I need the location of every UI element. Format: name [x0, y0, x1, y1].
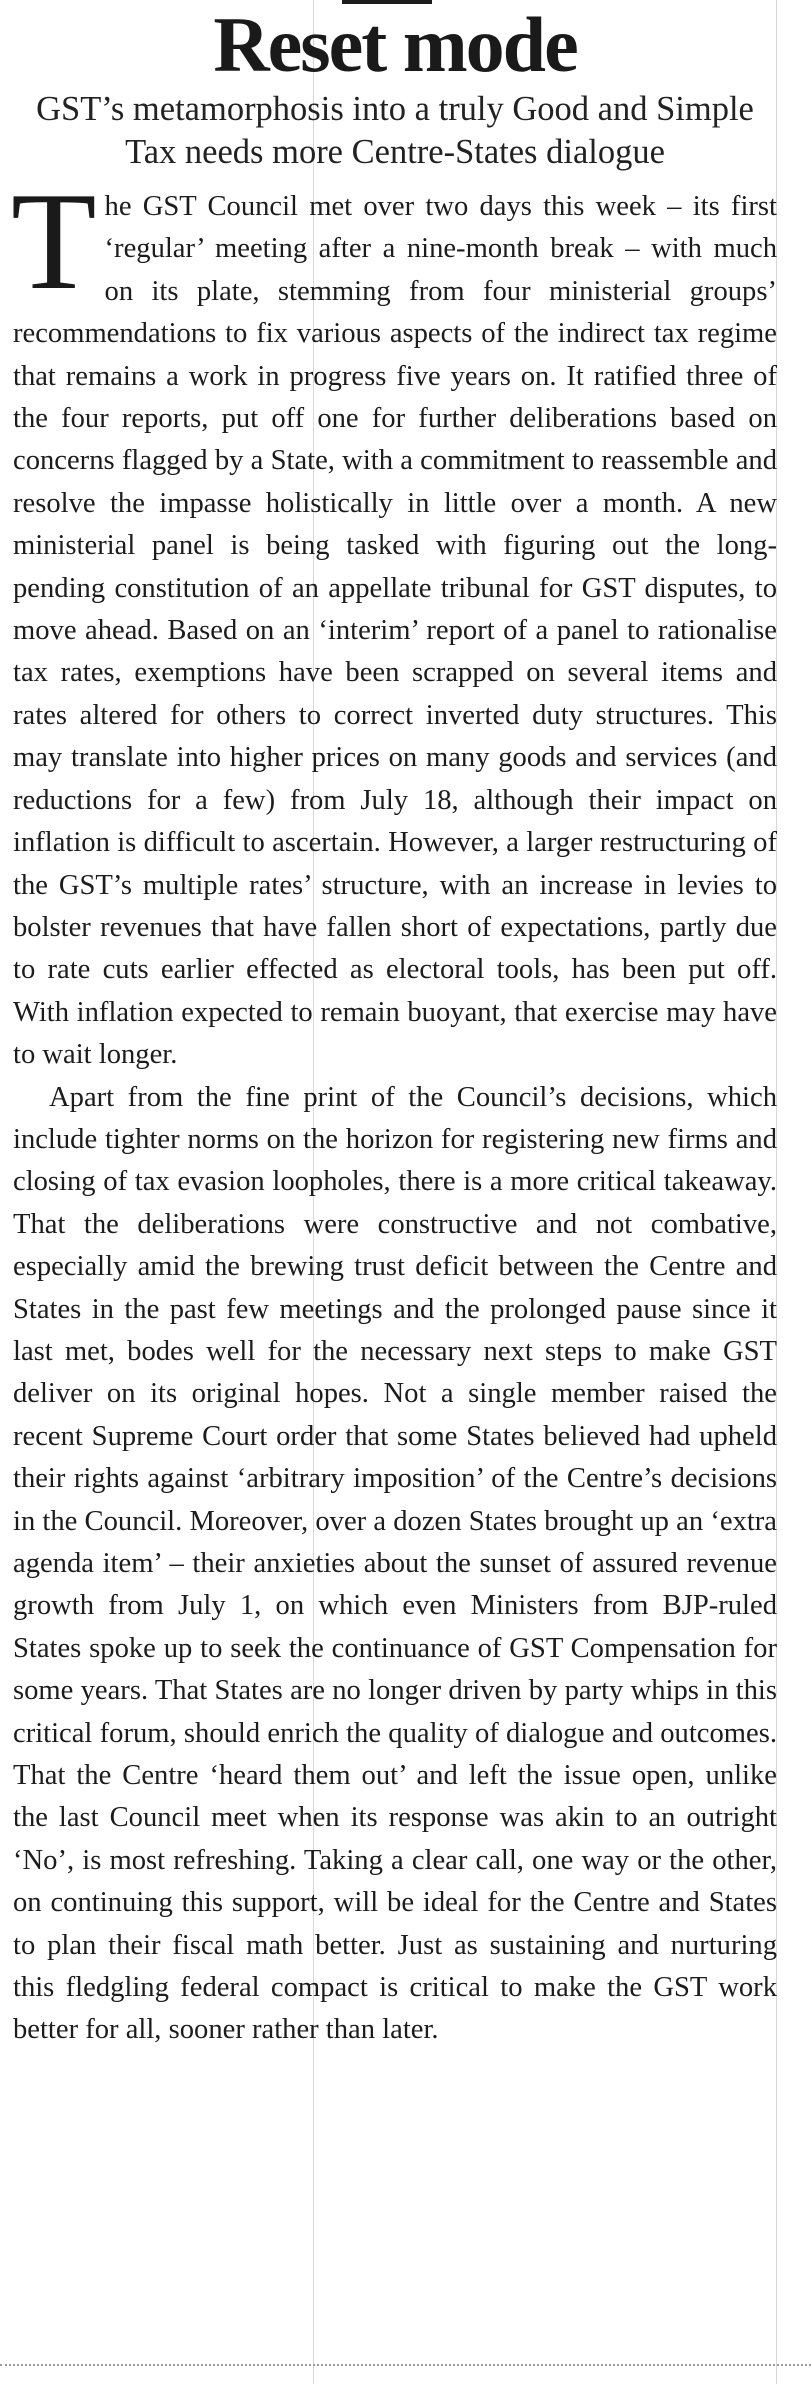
paragraph-1-text: he GST Council met over two days this week – its first ‘regular’ meeting after a nine-month break – with much on its plate, stemming from four ministerial groups’ recommendations to fix various aspects of the indirect tax regime that remains a work in progress five years on. It ratified three of the four reports, put off one for further deliberations based on concerns flagged by a State, with a commitment to reassemble and resolve the impasse holistically in little over a month. A new ministerial panel is being tasked with figuring out the long-pending constitution of an appellate tribunal for GST disputes, to move ahead. Based on an ‘interim’ report of a panel to rationalise tax rates, exemptions have been scrapped on several items and rates altered for others to correct inverted duty structures. This may translate into higher prices on many goods and services (and reductions for a few) from July 18, although their impact on inflation is difficult to ascertain. However, a larger restructuring of the GST’s multiple rates’ structure, with an increase in levies to bolster revenues that have fallen short of expectations, partly due to rate cuts earlier effected as electoral tools, has been put off. With inflation expected to remain buoyant, that exercise may have to wait longer. [13, 191, 777, 1071]
drop-cap: T [11, 164, 97, 319]
standfirst: GST’s metamorphosis into a truly Good and Simple Tax needs more Centre-States dialogue [36, 90, 754, 171]
editorial-article [13, 0, 777, 2052]
headline: Reset mode [213, 1, 577, 88]
paragraph-1 [11, 164, 777, 1077]
paragraph-2: Apart from the fine print of the Council’s decisions, which include tighter norms on the horizon for registering new firms and closing of tax evasion loopholes, there is a more critical takeaway. That the deliberations were constructive and not combative, especially amid the brewing trust deficit between the Centre and States in the past few meetings and the prolonged pause since it last met, bodes well for the necessary next steps to make GST deliver on its original hopes. Not a single member raised the recent Supreme Court order that some States believed had upheld their rights against ‘arbitrary imposition’ of the Centre’s decisions in the Council. Moreover, over a dozen States brought up an ‘extra agenda item’ – their anxieties about the sunset of assured revenue growth from July 1, on which even Ministers from BJP-ruled States spoke up to seek the continuance of GST Compensation for some years. That States are no longer driven by party whips in this critical forum, should enrich the quality of dialogue and outcomes. That the Centre ‘heard them out’ and left the issue open, unlike the last Council meet when its response was akin to an outright ‘No’, is most refreshing. Taking a clear call, one way or the other, on continuing this support, will be ideal for the Centre and States to plan their fiscal math better. Just as sustaining and nurturing this fledgling federal compact is critical to make the GST work better for all, sooner rather than later. [13, 1081, 777, 2046]
bottom-dotted-rule [0, 2364, 811, 2366]
article-body [11, 164, 777, 2052]
